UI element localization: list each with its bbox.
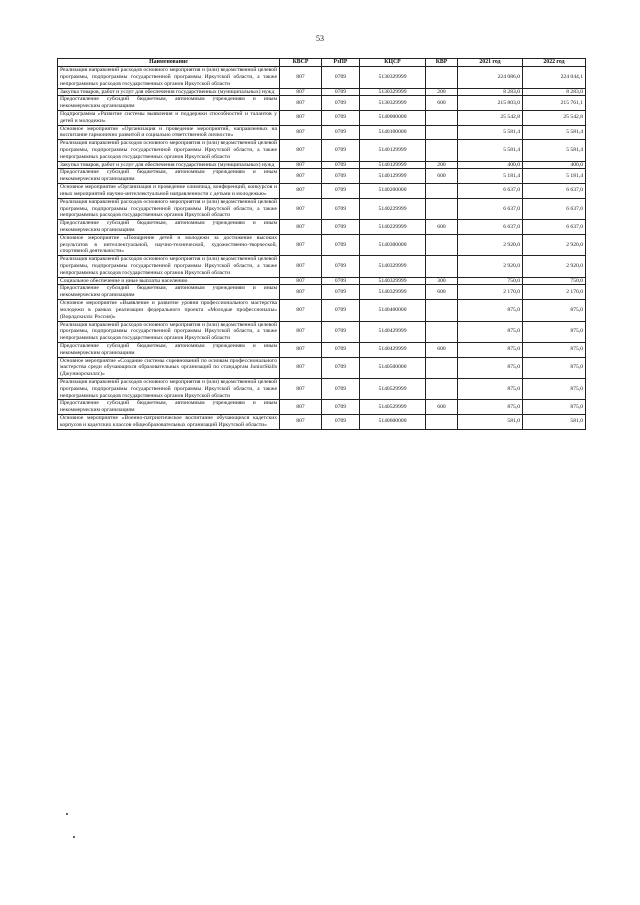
row-rzpr-cell: 0709: [322, 300, 360, 321]
row-kcsr-cell: 5140529999: [360, 379, 426, 400]
row-kvsr-cell: 807: [280, 234, 322, 255]
row-2021-cell: 224 086,0: [458, 67, 523, 88]
row-kvr-cell: [426, 256, 458, 277]
row-2021-cell: 750,0: [458, 277, 523, 285]
table-row: [58, 400, 586, 415]
row-rzpr-cell: 0709: [322, 285, 360, 300]
row-2022-cell: 875,0: [523, 400, 586, 415]
row-kvsr-cell: 807: [280, 277, 322, 285]
row-2021-cell: 5 581,4: [458, 140, 523, 161]
row-kcsr-cell: 5140400000: [360, 300, 426, 321]
row-kvr-cell: [426, 110, 458, 125]
row-kvsr-cell: 807: [280, 96, 322, 111]
row-2022-cell: 215 761,1: [523, 96, 586, 111]
table-row: [58, 342, 586, 357]
budget-table: [57, 58, 586, 430]
row-name-cell: Реализация направлений расходов основного мероприятия и (или) ведомственной целевой программы, подпрограммы государственной программы Иркутской области, а также непрограммных расходов государственных органов Иркутской области: [58, 67, 280, 88]
row-kcsr-cell: 5140500000: [360, 357, 426, 378]
row-name-cell: Предоставление субсидий бюджетным, автономным учреждениям и иным некоммерческим организациям: [58, 169, 280, 184]
row-kvsr-cell: 807: [280, 220, 322, 235]
row-rzpr-cell: 0709: [322, 415, 360, 430]
row-kvr-cell: [426, 234, 458, 255]
row-kvr-cell: 600: [426, 285, 458, 300]
table-row: [58, 184, 586, 199]
row-kvsr-cell: 807: [280, 400, 322, 415]
row-2022-cell: 5 581,4: [523, 140, 586, 161]
row-2021-cell: 875,0: [458, 321, 523, 342]
row-2021-cell: 875,0: [458, 357, 523, 378]
row-2022-cell: 581,0: [523, 415, 586, 430]
header-kvsr: КВСР: [280, 59, 322, 67]
row-2022-cell: 6 637,0: [523, 220, 586, 235]
row-kcsr-cell: 5140100000: [360, 125, 426, 140]
row-rzpr-cell: 0709: [322, 321, 360, 342]
row-2022-cell: 2 170,0: [523, 285, 586, 300]
row-name-cell: Предоставление субсидий бюджетным, автономным учреждениям и иным некоммерческим организациям: [58, 400, 280, 415]
row-name-cell: Основное мероприятие «Военно-патриотическое воспитание обучающихся кадетских корпусов и кадетских классов общеобразовательных организаций Иркутской области»: [58, 415, 280, 430]
table-row: [58, 140, 586, 161]
table-row: [58, 379, 586, 400]
row-kvr-cell: [426, 198, 458, 219]
scan-speck: [73, 836, 75, 838]
row-2022-cell: 875,0: [523, 300, 586, 321]
row-kvsr-cell: 807: [280, 140, 322, 161]
row-kvr-cell: [426, 300, 458, 321]
row-kvr-cell: [426, 140, 458, 161]
row-2022-cell: 875,0: [523, 321, 586, 342]
row-name-cell: Реализация направлений расходов основного мероприятия и (или) ведомственной целевой программы, подпрограммы государственной программы Иркутской области, а также непрограммных расходов государственных органов Иркутской области: [58, 198, 280, 219]
header-kcsr: КЦСР: [360, 59, 426, 67]
row-kcsr-cell: 5140429999: [360, 321, 426, 342]
row-kvsr-cell: 807: [280, 342, 322, 357]
row-2021-cell: 5 181,4: [458, 169, 523, 184]
row-2021-cell: 215 803,0: [458, 96, 523, 111]
row-2022-cell: 5 581,4: [523, 125, 586, 140]
page-number: 53: [316, 34, 324, 43]
header-name: Наименование: [58, 59, 280, 67]
row-kvsr-cell: 807: [280, 415, 322, 430]
row-2021-cell: 8 283,0: [458, 88, 523, 96]
row-2022-cell: 6 637,0: [523, 184, 586, 199]
row-kvr-cell: 600: [426, 342, 458, 357]
row-name-cell: Предоставление субсидий бюджетным, автономным учреждениям и иным некоммерческим организациям: [58, 220, 280, 235]
row-2022-cell: 750,0: [523, 277, 586, 285]
row-kvr-cell: 600: [426, 400, 458, 415]
header-year-2022: 2022 год: [523, 59, 586, 67]
row-name-cell: Основное мероприятие «Поощрение детей и молодежи за достижение высоких результатов в интеллектуальной, научно-технической, художественно-творческой, спортивной деятельности»: [58, 234, 280, 255]
row-kvsr-cell: 807: [280, 184, 322, 199]
row-rzpr-cell: 0709: [322, 67, 360, 88]
row-2022-cell: 25 542,8: [523, 110, 586, 125]
row-2022-cell: 2 920,0: [523, 256, 586, 277]
row-2022-cell: 8 283,0: [523, 88, 586, 96]
table-row: [58, 169, 586, 184]
row-kvsr-cell: 807: [280, 110, 322, 125]
table-row: [58, 161, 586, 169]
row-kvsr-cell: 807: [280, 256, 322, 277]
row-name-cell: Предоставление субсидий бюджетным, автономным учреждениям и иным некоммерческим организациям: [58, 342, 280, 357]
row-kcsr-cell: 5140129999: [360, 169, 426, 184]
row-2022-cell: 400,0: [523, 161, 586, 169]
row-name-cell: Основное мероприятие «Создание системы соревнований по основам профессионального мастерства среди обучающихся образовательных организаций по стандартам JuniorSkills (Джуниорскиллс)»: [58, 357, 280, 378]
row-name-cell: Предоставление субсидий бюджетным, автономным учреждениям и иным некоммерческим организациям: [58, 285, 280, 300]
row-kvr-cell: 600: [426, 169, 458, 184]
row-kvsr-cell: 807: [280, 285, 322, 300]
row-name-cell: Реализация направлений расходов основного мероприятия и (или) ведомственной целевой программы, подпрограммы государственной программы Иркутской области, а также непрограммных расходов государственных органов Иркутской области: [58, 140, 280, 161]
row-2022-cell: 875,0: [523, 342, 586, 357]
table-row: [58, 357, 586, 378]
row-2021-cell: 875,0: [458, 400, 523, 415]
row-rzpr-cell: 0709: [322, 110, 360, 125]
row-kvr-cell: 200: [426, 88, 458, 96]
row-2021-cell: 2 920,0: [458, 234, 523, 255]
row-name-cell: Подпрограмма «Развитие системы выявления и поддержки способностей и талантов у детей и молодежи»: [58, 110, 280, 125]
row-kvsr-cell: 807: [280, 125, 322, 140]
table-row: [58, 277, 586, 285]
row-kvr-cell: [426, 67, 458, 88]
row-name-cell: Закупка товаров, работ и услуг для обеспечения государственных (муниципальных) нужд: [58, 88, 280, 96]
table-row: [58, 234, 586, 255]
row-rzpr-cell: 0709: [322, 184, 360, 199]
row-kvsr-cell: 807: [280, 379, 322, 400]
row-rzpr-cell: 0709: [322, 342, 360, 357]
row-2022-cell: 6 637,0: [523, 198, 586, 219]
row-kvsr-cell: 807: [280, 67, 322, 88]
row-rzpr-cell: 0709: [322, 88, 360, 96]
row-kvr-cell: 600: [426, 96, 458, 111]
row-kvr-cell: 200: [426, 161, 458, 169]
row-kcsr-cell: 5130329999: [360, 67, 426, 88]
row-name-cell: Основное мероприятие «Организация и проведение олимпиад, конференций, конкурсов и иных мероприятий научно-интеллектуальной направленности с детьми и молодежью»: [58, 184, 280, 199]
table-row: [58, 125, 586, 140]
row-2021-cell: 875,0: [458, 342, 523, 357]
row-rzpr-cell: 0709: [322, 169, 360, 184]
table-row: [58, 220, 586, 235]
header-year-2021: 2021 год: [458, 59, 523, 67]
row-kvsr-cell: 807: [280, 169, 322, 184]
row-kcsr-cell: 5130329999: [360, 88, 426, 96]
table-row: [58, 67, 586, 88]
row-name-cell: Реализация направлений расходов основного мероприятия и (или) ведомственной целевой программы, подпрограммы государственной программы Иркутской области, а также непрограммных расходов государственных органов Иркутской области: [58, 321, 280, 342]
row-rzpr-cell: 0709: [322, 140, 360, 161]
table-row: [58, 321, 586, 342]
row-rzpr-cell: 0709: [322, 220, 360, 235]
row-kcsr-cell: 5140429999: [360, 342, 426, 357]
row-rzpr-cell: 0709: [322, 400, 360, 415]
row-name-cell: Закупка товаров, работ и услуг для обеспечения государственных (муниципальных) нужд: [58, 161, 280, 169]
row-kvsr-cell: 807: [280, 161, 322, 169]
row-kcsr-cell: 5140329999: [360, 256, 426, 277]
row-2022-cell: 5 181,4: [523, 169, 586, 184]
row-kvr-cell: [426, 357, 458, 378]
row-kcsr-cell: 5140129999: [360, 161, 426, 169]
row-rzpr-cell: 0709: [322, 277, 360, 285]
row-kvsr-cell: 807: [280, 300, 322, 321]
row-kcsr-cell: 5140000000: [360, 110, 426, 125]
row-2021-cell: 2 920,0: [458, 256, 523, 277]
row-2022-cell: 875,0: [523, 357, 586, 378]
row-kvsr-cell: 807: [280, 88, 322, 96]
row-kcsr-cell: 5140229999: [360, 198, 426, 219]
row-2021-cell: 581,0: [458, 415, 523, 430]
row-name-cell: Основное мероприятие «Организация и проведение мероприятий, направленных на воспитание гармонично развитой и социально ответственной личности»: [58, 125, 280, 140]
table-row: [58, 256, 586, 277]
row-2021-cell: 6 637,0: [458, 198, 523, 219]
row-2021-cell: 6 637,0: [458, 220, 523, 235]
row-rzpr-cell: 0709: [322, 357, 360, 378]
row-rzpr-cell: 0709: [322, 256, 360, 277]
row-2022-cell: 875,0: [523, 379, 586, 400]
header-kvr: КВР: [426, 59, 458, 67]
row-kcsr-cell: 5140329999: [360, 285, 426, 300]
row-2021-cell: 5 581,4: [458, 125, 523, 140]
row-rzpr-cell: 0709: [322, 379, 360, 400]
row-2021-cell: 2 170,0: [458, 285, 523, 300]
row-kvr-cell: [426, 321, 458, 342]
row-kcsr-cell: 5140129999: [360, 140, 426, 161]
row-rzpr-cell: 0709: [322, 125, 360, 140]
row-kcsr-cell: 5140229999: [360, 220, 426, 235]
row-name-cell: Реализация направлений расходов основного мероприятия и (или) ведомственной целевой программы, подпрограммы государственной программы Иркутской области, а также непрограммных расходов государственных органов Иркутской области: [58, 379, 280, 400]
row-kcsr-cell: 5140600000: [360, 415, 426, 430]
row-rzpr-cell: 0709: [322, 161, 360, 169]
table-row: [58, 285, 586, 300]
row-kcsr-cell: 5140529999: [360, 400, 426, 415]
row-kvr-cell: [426, 415, 458, 430]
table-row: [58, 415, 586, 430]
row-2021-cell: 400,0: [458, 161, 523, 169]
row-name-cell: Основное мероприятие «Выявление и развитие уровня профессионального мастерства молодежи в рамках реализации федерального проекта «Молодые профессионалы» (Ворлдскиллс Россия)»: [58, 300, 280, 321]
row-2021-cell: 875,0: [458, 379, 523, 400]
row-2021-cell: 6 637,0: [458, 184, 523, 199]
row-kvsr-cell: 807: [280, 321, 322, 342]
row-kvsr-cell: 807: [280, 198, 322, 219]
row-kcsr-cell: 5130329999: [360, 96, 426, 111]
row-2022-cell: 224 044,1: [523, 67, 586, 88]
row-rzpr-cell: 0709: [322, 96, 360, 111]
table-row: [58, 88, 586, 96]
table-row: [58, 198, 586, 219]
row-rzpr-cell: 0709: [322, 234, 360, 255]
header-rzpr: РзПР: [322, 59, 360, 67]
row-kvr-cell: [426, 125, 458, 140]
row-2022-cell: 2 920,0: [523, 234, 586, 255]
scan-speck: [66, 813, 68, 815]
row-kvr-cell: [426, 184, 458, 199]
row-name-cell: Социальное обеспечение и иные выплаты населению: [58, 277, 280, 285]
row-rzpr-cell: 0709: [322, 198, 360, 219]
row-2021-cell: 25 542,8: [458, 110, 523, 125]
row-name-cell: Предоставление субсидий бюджетным, автономным учреждениям и иным некоммерческим организациям: [58, 96, 280, 111]
row-name-cell: Реализация направлений расходов основного мероприятия и (или) ведомственной целевой программы, подпрограммы государственной программы Иркутской области, а также непрограммных расходов государственных органов Иркутской области: [58, 256, 280, 277]
table-row: [58, 110, 586, 125]
row-kvr-cell: 600: [426, 220, 458, 235]
row-kcsr-cell: 5140200000: [360, 184, 426, 199]
table-header-row: [58, 59, 586, 67]
row-kvsr-cell: 807: [280, 357, 322, 378]
row-kcsr-cell: 5140300000: [360, 234, 426, 255]
row-kvr-cell: 300: [426, 277, 458, 285]
table-row: [58, 96, 586, 111]
row-kcsr-cell: 5140329999: [360, 277, 426, 285]
row-kvr-cell: [426, 379, 458, 400]
table-row: [58, 300, 586, 321]
row-2021-cell: 875,0: [458, 300, 523, 321]
